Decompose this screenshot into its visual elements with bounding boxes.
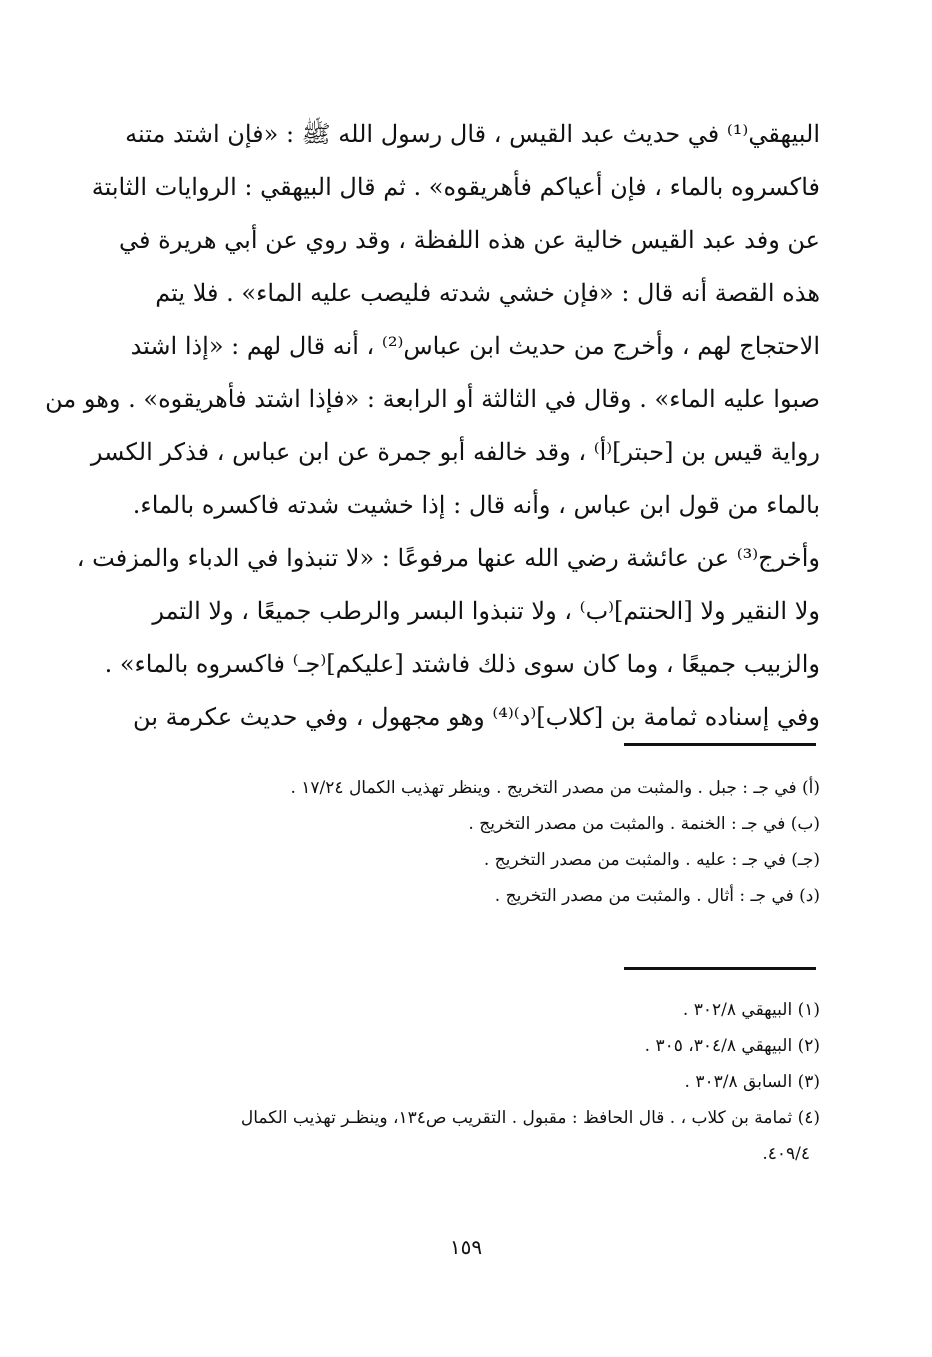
main-text-line: وأخرج⁽³⁾ عن عائشة رضي الله عنها مرفوعًا : «لا تنبذوا في الدباء والمزفت ،	[76, 544, 820, 572]
variant-note: (جـ) في جـ : عليه . والمثبت من مصدر التخريج .	[483, 850, 820, 870]
main-text-line: صبوا عليه الماء» . وقال في الثالثة أو الرابعة : «فإذا اشتد فأهريقوه» . وهو من	[45, 385, 820, 413]
main-text-line: رواية قيس بن [حبتر]⁽أ⁾ ، وقد خالفه أبو جمرة عن ابن عباس ، فذكر الكسر	[90, 438, 820, 466]
main-text-line: عن وفد عبد القيس خالية عن هذه اللفظة ، وقد روي عن أبي هريرة في	[119, 226, 820, 254]
main-text-line: هذه القصة أنه قال : «فإن خشي شدته فليصب عليه الماء» . فلا يتم	[155, 279, 820, 307]
main-text-line: فاكسروه بالماء ، فإن أعياكم فأهريقوه» . ثم قال البيهقي : الروايات الثابتة	[91, 173, 820, 201]
source-note: (٢) البيهقي ٣٠٤/٨، ٣٠٥ .	[644, 1036, 820, 1056]
variant-note: (أ) في جـ : جبل . والمثبت من مصدر التخريج . وينظر تهذيب الكمال ١٧/٢٤ .	[290, 778, 820, 798]
main-text-line: بالماء من قول ابن عباس ، وأنه قال : إذا خشيت شدته فاكسره بالماء.	[132, 491, 820, 519]
main-text-block	[45, 108, 820, 744]
source-note: (٣) السابق ٣٠٣/٨ .	[684, 1072, 820, 1092]
source-notes	[150, 992, 820, 1172]
source-note: (٤) ثمامة بن كلاب ، . قال الحافظ : مقبول . التقريب ص١٣٤، وينظـر تهذيب الكمال	[240, 1108, 820, 1128]
footnote-divider-variants	[624, 743, 816, 746]
footnote-divider-sources	[624, 967, 816, 970]
variant-notes	[150, 770, 820, 914]
variant-note: (د) في جـ : أثال . والمثبت من مصدر التخريج .	[494, 886, 820, 906]
source-note: (١) البيهقي ٣٠٢/٨ .	[682, 1000, 820, 1020]
main-text-line: وفي إسناده ثمامة بن [كلاب]⁽د⁾⁽⁴⁾ وهو مجهول ، وفي حديث عكرمة بن	[133, 703, 820, 731]
page-number: ١٥٩	[449, 1235, 483, 1259]
main-text-line: ولا النقير ولا [الحنتم]⁽ب⁾ ، ولا تنبذوا البسر والرطب جميعًا ، ولا التمر	[152, 597, 820, 625]
main-text-line: والزبيب جميعًا ، وما كان سوى ذلك فاشتد [عليكم]⁽جـ⁾ فاكسروه بالماء» .	[104, 650, 820, 678]
variant-note: (ب) في جـ : الخنمة . والمثبت من مصدر التخريج .	[468, 814, 820, 834]
main-text-line: الاحتجاج لهم ، وأخرج من حديث ابن عباس⁽²⁾ ، أنه قال لهم : «إذا اشتد	[130, 332, 820, 360]
source-note-continuation: ٤٠٩/٤.	[762, 1144, 810, 1164]
main-text-line: البيهقي⁽¹⁾ في حديث عبد القيس ، قال رسول الله ﷺ : «فإن اشتد متنه	[125, 120, 820, 148]
